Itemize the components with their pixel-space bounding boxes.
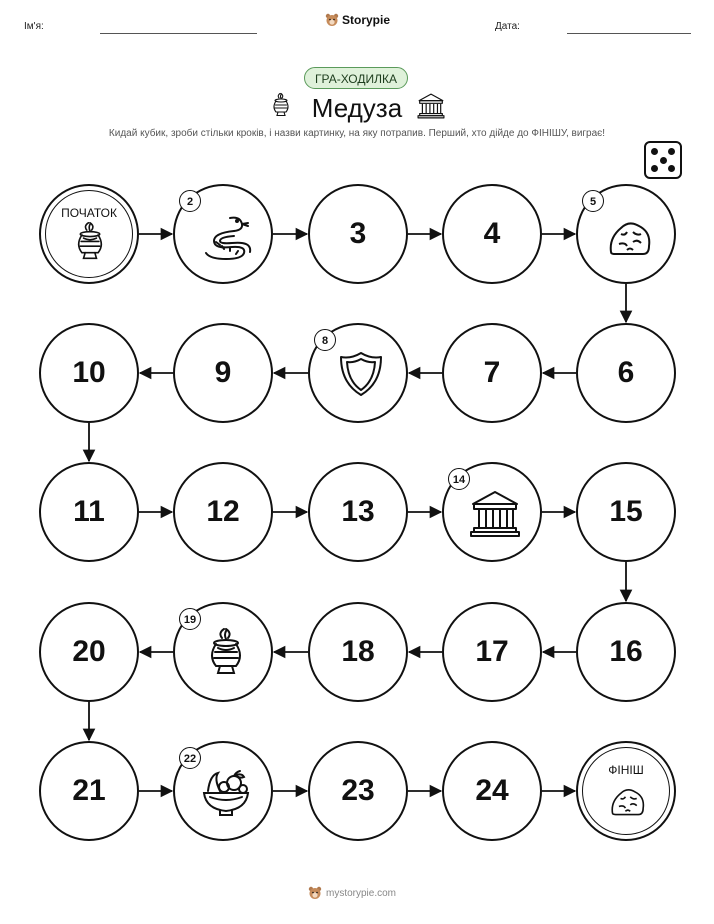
cell-number: 16 [609, 635, 643, 668]
cell-number: 21 [72, 774, 106, 807]
cell-number: 9 [214, 356, 232, 389]
cell-number-badge: 5 [582, 190, 604, 212]
cell-number-badge: 8 [314, 329, 336, 351]
board-cell-21[interactable] [39, 741, 139, 841]
cell-number: 18 [341, 635, 375, 668]
board-cell-18[interactable] [308, 602, 408, 702]
cell-number: 20 [72, 635, 106, 668]
snake-icon [200, 210, 252, 262]
finish-label: ФІНІШ [608, 763, 644, 777]
urn-icon [200, 628, 252, 680]
cell-number: 6 [617, 356, 635, 389]
board-cell-9[interactable] [173, 323, 273, 423]
temple-icon [469, 488, 521, 540]
cell-number: 3 [349, 217, 367, 250]
board-cell-16[interactable] [576, 602, 676, 702]
urn-icon [69, 222, 111, 264]
shield-icon [335, 349, 387, 401]
board-cell-24[interactable] [442, 741, 542, 841]
page-title: Медуза [311, 93, 403, 123]
instructions: Кидай кубик, зроби стільки кроків, і назви картинку, на яку потрапив. Перший, хто дійде до ФІНІШУ, виграє! [108, 128, 606, 139]
board-cell-7[interactable] [442, 323, 542, 423]
board-cell-23[interactable] [308, 741, 408, 841]
start-label: ПОЧАТОК [61, 206, 117, 220]
cell-number: 23 [341, 774, 375, 807]
cell-number: 7 [483, 356, 501, 389]
board-cell-6[interactable] [576, 323, 676, 423]
cell-number: 12 [206, 495, 240, 528]
board-cell-14[interactable] [442, 462, 542, 562]
board-cell-20[interactable] [39, 602, 139, 702]
board-cell-10[interactable] [39, 323, 139, 423]
rock-icon [606, 779, 648, 821]
footer [308, 886, 396, 900]
bear-icon [308, 886, 322, 900]
cell-number: 24 [475, 774, 509, 807]
footer-url[interactable]: mystorypie.com [326, 887, 397, 899]
cell-number-badge: 2 [179, 190, 201, 212]
brand-name: Storypie [342, 13, 391, 27]
board-cell-8[interactable] [308, 323, 408, 423]
board-cell-22[interactable] [173, 741, 273, 841]
cell-number: 11 [73, 495, 105, 528]
cell-number-badge: 19 [179, 608, 201, 630]
board-cell-13[interactable] [308, 462, 408, 562]
rock-icon [603, 210, 655, 262]
game-type-badge: ГРА-ХОДИЛКА [304, 67, 408, 89]
cell-number: 13 [341, 495, 375, 528]
board-cell-19[interactable] [173, 602, 273, 702]
cell-number-badge: 22 [179, 747, 201, 769]
fruit-bowl-icon [200, 767, 252, 819]
board-cell-2[interactable] [173, 184, 273, 284]
date-label: Дата: [495, 21, 520, 32]
cell-number-badge: 14 [448, 468, 470, 490]
start-cell[interactable] [39, 184, 139, 284]
finish-cell[interactable] [576, 741, 676, 841]
cell-number: 10 [72, 356, 106, 389]
board-cell-5[interactable] [576, 184, 676, 284]
cell-number: 17 [475, 635, 509, 668]
board-cell-4[interactable] [442, 184, 542, 284]
cell-number: 15 [609, 495, 643, 528]
board-cell-15[interactable] [576, 462, 676, 562]
board-cell-3[interactable] [308, 184, 408, 284]
name-label: Ім'я: [24, 21, 44, 32]
board-cell-11[interactable] [39, 462, 139, 562]
cell-number: 4 [483, 217, 501, 250]
board-cell-12[interactable] [173, 462, 273, 562]
board-cell-17[interactable] [442, 602, 542, 702]
